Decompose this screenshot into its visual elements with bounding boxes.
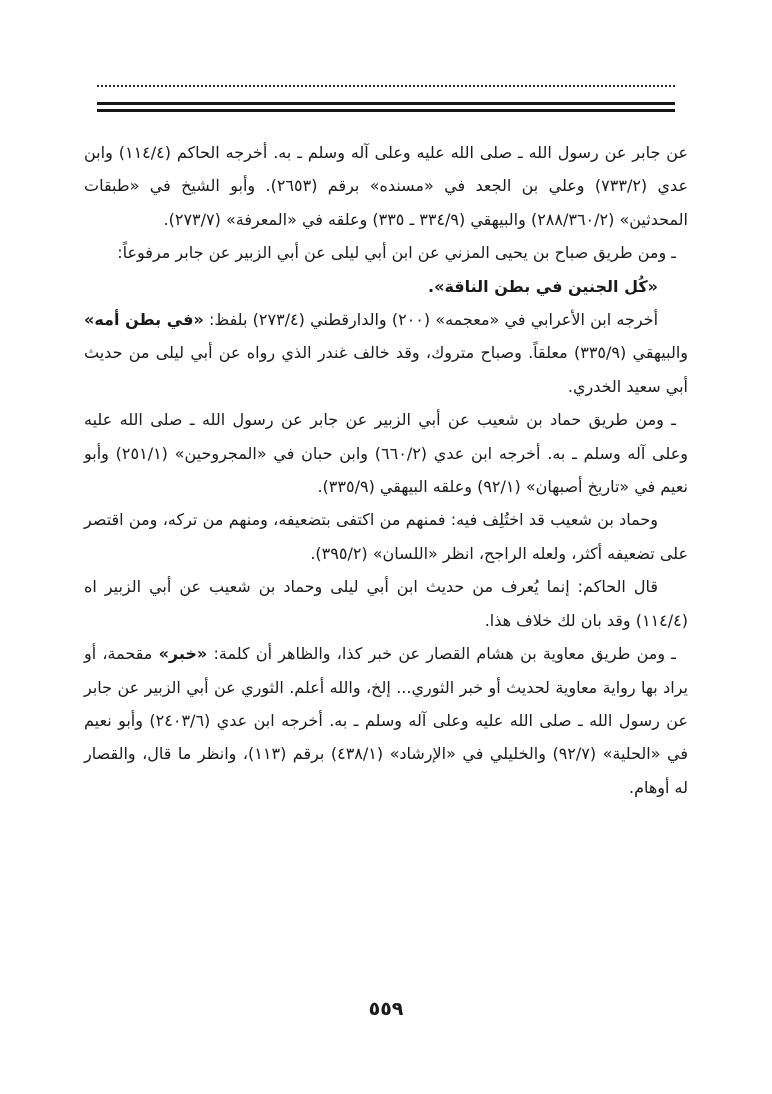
paragraph-tariq-muawiya: [84, 637, 688, 804]
hadith-text: «كُل الجنين في بطن الناقة».: [428, 276, 658, 296]
paragraph-8-bold-quote: «خبر»: [158, 644, 208, 664]
paragraph-tariq-sabah: ـ ومن طريق صباح بن يحيى المزني عن ابن أبي ليلى عن أبي الزبير عن جابر مرفوعاً:: [117, 243, 676, 263]
double-rule: [97, 102, 675, 112]
paragraph-4-part-3: والبيهقي (٣٣٥/٩) معلقاً. وصباح متروك، وقد خالف غندر الذي رواه عن أبي ليلى من حديث أبي سعيد الخدري.: [84, 343, 688, 396]
paragraph-4-part-1: أخرجه ابن الأعرابي في «معجمه» (٢٠٠) والدارقطني (٢٧٣/٤) بلفظ:: [203, 310, 659, 330]
paragraph-hammad-status: وحماد بن شعيب قد اختُلِف فيه: فمنهم من اكتفى بتضعيفه، ومنهم من تركه، ومن اقتصر على تضعيفه أكثر، ولعله الراجح، انظر «اللسان» (٣٩٥/٢).: [84, 510, 688, 563]
page-number: ٥٥٩: [368, 998, 404, 1020]
paragraph-akhrajahu-ibn-alarabi: [84, 303, 688, 403]
paragraph-takhrij-jabir: عن جابر عن رسول الله ـ صلى الله عليه وعلى آله وسلم ـ به. أخرجه الحاكم (١١٤/٤) وابن عدي (٧٣٣/٢) وعلي بن الجعد في «مسنده» برقم (٢٦٥٣). وأبو الشيخ في «طبقات المحدثين» (٢٨٨/٣٦٠/٢) والبيهقي (٣٣٤/٩ ـ ٣٣٥) وعلقه في «المعرفة» (٢٧٣/٧).: [84, 143, 689, 229]
paragraph-8-part-1: ـ ومن طريق معاوية بن هشام القصار عن خبر كذا، والظاهر أن كلمة:: [207, 644, 676, 664]
dotted-rule: [97, 85, 675, 87]
text-block: [84, 136, 688, 804]
paragraph-tariq-hammad: ـ ومن طريق حماد بن شعيب عن أبي الزبير عن جابر عن رسول الله ـ صلى الله عليه وعلى آله وسلم ـ به. أخرجه ابن عدي (٦٦٠/٢) وابن حبان في «المجروحين» (٢٥١/١) وأبو نعيم في «تاريخ أصبهان» (٩٢/١) وعلقه البيهقي (٣٣٥/٩).: [84, 410, 689, 497]
paragraph-qal-alhakim: قال الحاكم: إنما يُعرف من حديث ابن أبي ليلى وحماد بن شعيب عن أبي الزبير اه (١١٤/٤) وقد بان لك خلاف هذا.: [84, 577, 688, 630]
paragraph-8-part-3: مقحمة، أو يراد بها رواية معاوية لحديث أو خبر الثوري... إلخ، والله أعلم. الثوري عن أبي الزبير عن جابر عن رسول الله ـ صلى الله عليه وعلى آله وسلم ـ به. أخرجه ابن عدي (٢٤٠٣/٦) وأبو نعيم في «الحلية» (٩٢/٧) والخليلي في «الإرشاد» (٤٣٨/١) برقم (١١٣)، وانظر ما قال، والقصار له أوهام.: [84, 644, 689, 797]
paragraph-4-bold-quote: «في بطن أمه»: [84, 310, 204, 330]
